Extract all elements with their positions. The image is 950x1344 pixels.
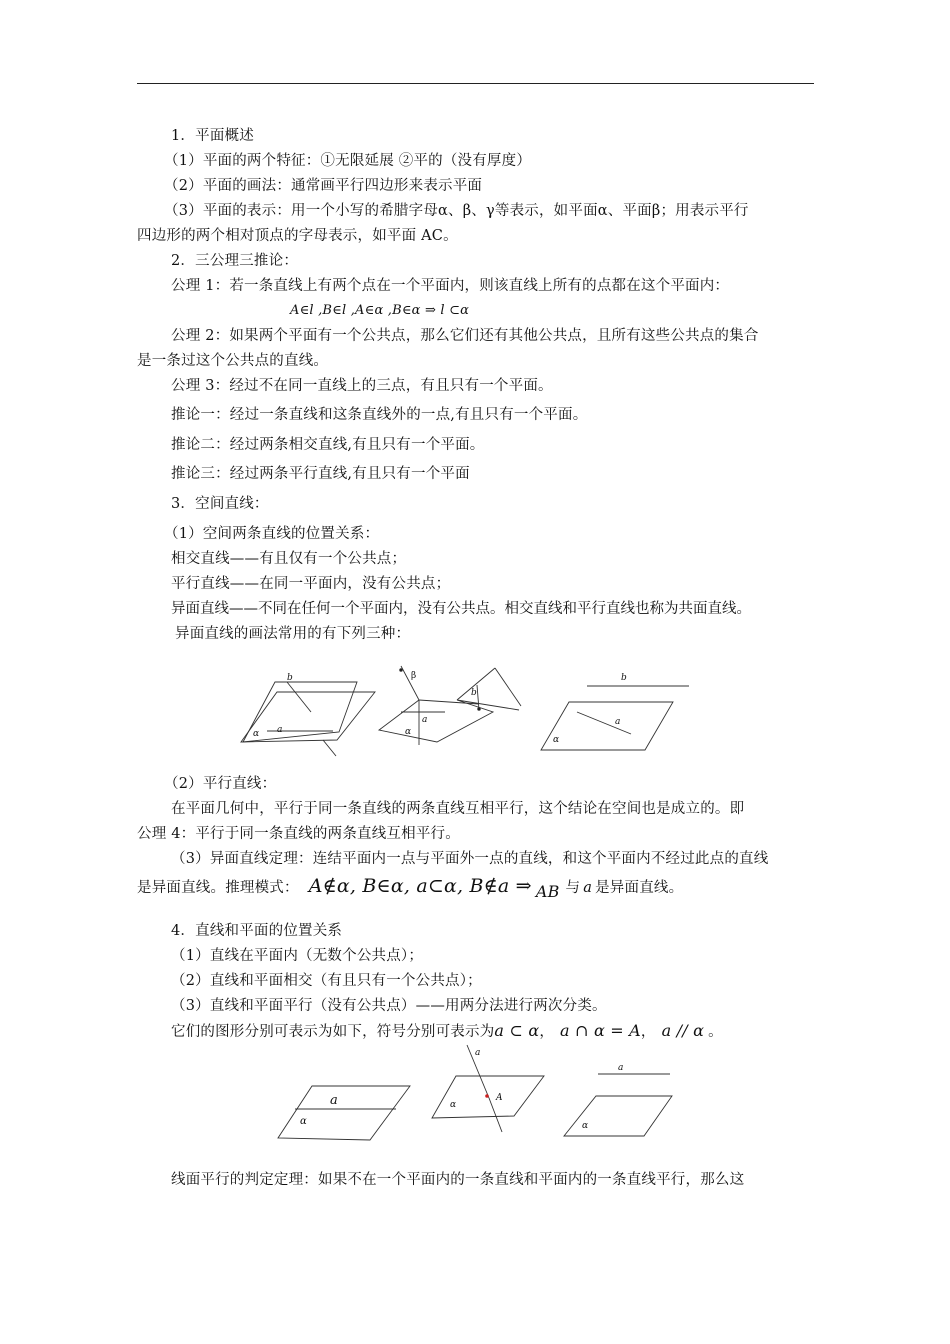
plane-features: （1）平面的两个特征：①无限延展 ②平的（没有厚度） [164, 153, 532, 169]
skew3-label-a: a [615, 717, 621, 727]
line-relations: （1）空间两条直线的位置关系： [164, 526, 380, 542]
axiom-1: 公理 1：若一条直线上有两个点在一个平面内，则该直线上所有的点都在这个平面内： [171, 278, 730, 294]
section-3-title: 3．空间直线： [171, 496, 269, 512]
skew-theorem-ab: AB [535, 882, 560, 901]
skew-drawing-intro: 异面直线的画法常用的有下列三种： [175, 626, 411, 642]
parallel-text-1: 在平面几何中，平行于同一条直线的两条直线互相平行，这个结论在空间也是成立的。即 [171, 801, 745, 817]
plane2-label-alpha: α [450, 1100, 457, 1110]
skew2-label-alpha: α [405, 727, 412, 737]
line-intersects-plane: （2）直线和平面相交（有且只有一个公共点）； [171, 973, 482, 989]
line-plane-figures [270, 1040, 690, 1145]
line-in-plane: （1）直线在平面内（无数个公共点）； [171, 948, 424, 964]
skew-theorem-with: 与 [565, 880, 581, 896]
symbol-separator-2: ， [640, 1024, 656, 1040]
skew-theorem-2 [137, 875, 684, 901]
plane-figure-parallel [564, 1063, 672, 1136]
symbol-end: 。 [708, 1024, 723, 1040]
parallel-criterion: 线面平行的判定定理：如果不在一个平面内的一条直线和平面内的一条直线平行，那么这 [171, 1172, 745, 1188]
axiom-2-line-2: 是一条过这个公共点的直线。 [137, 353, 329, 369]
symbol-parallel: a // α [661, 1021, 705, 1040]
skew2-label-a: a [422, 715, 428, 725]
figure-symbols-prefix: 它们的图形分别可表示为如下，符号分别可表示为 [171, 1024, 495, 1040]
skew-figure-3 [541, 673, 689, 750]
skew-theorem-a: a [583, 880, 593, 896]
axiom-3: 公理 3：经过不在同一直线上的三点，有且只有一个平面。 [171, 378, 553, 394]
skew3-label-alpha: α [553, 735, 560, 745]
plane3-label-a: a [618, 1063, 624, 1073]
plane2-label-a: a [475, 1048, 481, 1058]
corollary-1: 推论一：经过一条直线和这条直线外的一点,有且只有一个平面。 [171, 407, 588, 423]
corollary-3: 推论三：经过两条平行直线,有且只有一个平面 [171, 466, 470, 482]
parallel-section: （2）平行直线： [164, 776, 277, 792]
section-1-title: 1．平面概述 [171, 128, 254, 144]
plane-drawing: （2）平面的画法：通常画平行四边形来表示平面 [164, 178, 483, 194]
skew-theorem-formula: A∉α, B∈α, a⊂α, B∉a ⇒ [308, 875, 532, 897]
line-parallel-plane: （3）直线和平面平行（没有公共点）——用两分法进行两次分类。 [171, 998, 607, 1014]
axiom-2-line-1: 公理 2：如果两个平面有一个公共点，那么它们还有其他公共点，且所有这些公共点的集合 [171, 328, 759, 344]
plane1-label-a: a [330, 1093, 338, 1108]
skew-figure-2 [379, 666, 521, 745]
skew1-label-alpha: α [253, 729, 260, 739]
parallel-lines: 平行直线——在同一平面内，没有公共点； [171, 576, 451, 592]
skew2-label-b: b [471, 688, 477, 698]
axiom-4: 公理 4：平行于同一条直线的两条直线互相平行。 [137, 826, 460, 842]
skew-theorem-1: （3）异面直线定理：连结平面内一点与平面外一点的直线，和这个平面内不经过此点的直线 [171, 851, 769, 867]
header-rule [137, 83, 814, 84]
section-4-title: 4．直线和平面的位置关系 [171, 923, 343, 939]
skew-figure-1 [241, 673, 375, 756]
corollary-2: 推论二：经过两条相交直线,有且只有一个平面。 [171, 437, 485, 453]
plane1-label-alpha: α [300, 1116, 307, 1127]
symbol-in-plane: a ⊂ α [494, 1021, 540, 1040]
skew-theorem-suffix: 是异面直线。 [595, 880, 684, 896]
skew-lines: 异面直线——不同在任何一个平面内，没有公共点。相交直线和平行直线也称为共面直线。 [171, 601, 751, 617]
skew-theorem-prefix: 是异面直线。推理模式： [137, 880, 299, 896]
skew-lines-figures [235, 660, 795, 760]
symbol-separator-1: ， [539, 1024, 555, 1040]
axiom-1-formula: A∈l ,B∈l ,A∈α ,B∈α ⇒ l ⊂α [290, 303, 470, 318]
section-2-title: 2．三公理三推论： [171, 253, 299, 269]
plane3-label-alpha: α [582, 1121, 589, 1131]
plane-notation-1: （3）平面的表示：用一个小写的希腊字母α、β、γ等表示，如平面α、平面β；用表示平行 [164, 203, 749, 219]
symbol-intersect: a ∩ α = A [560, 1021, 641, 1040]
skew1-label-a: a [277, 725, 283, 735]
skew2-label-beta: β [411, 671, 417, 681]
plane2-label-A: A [496, 1093, 503, 1103]
skew3-label-b: b [621, 673, 627, 683]
plane-notation-2: 四边形的两个相对顶点的字母表示，如平面 AC。 [137, 228, 458, 244]
plane-figure-in [278, 1086, 410, 1140]
plane-figure-intersect [432, 1045, 544, 1132]
intersecting-lines: 相交直线——有且仅有一个公共点； [171, 551, 407, 567]
intersection-point [485, 1094, 489, 1098]
skew1-label-b: b [287, 673, 293, 683]
figure-symbols-line [171, 1021, 723, 1042]
